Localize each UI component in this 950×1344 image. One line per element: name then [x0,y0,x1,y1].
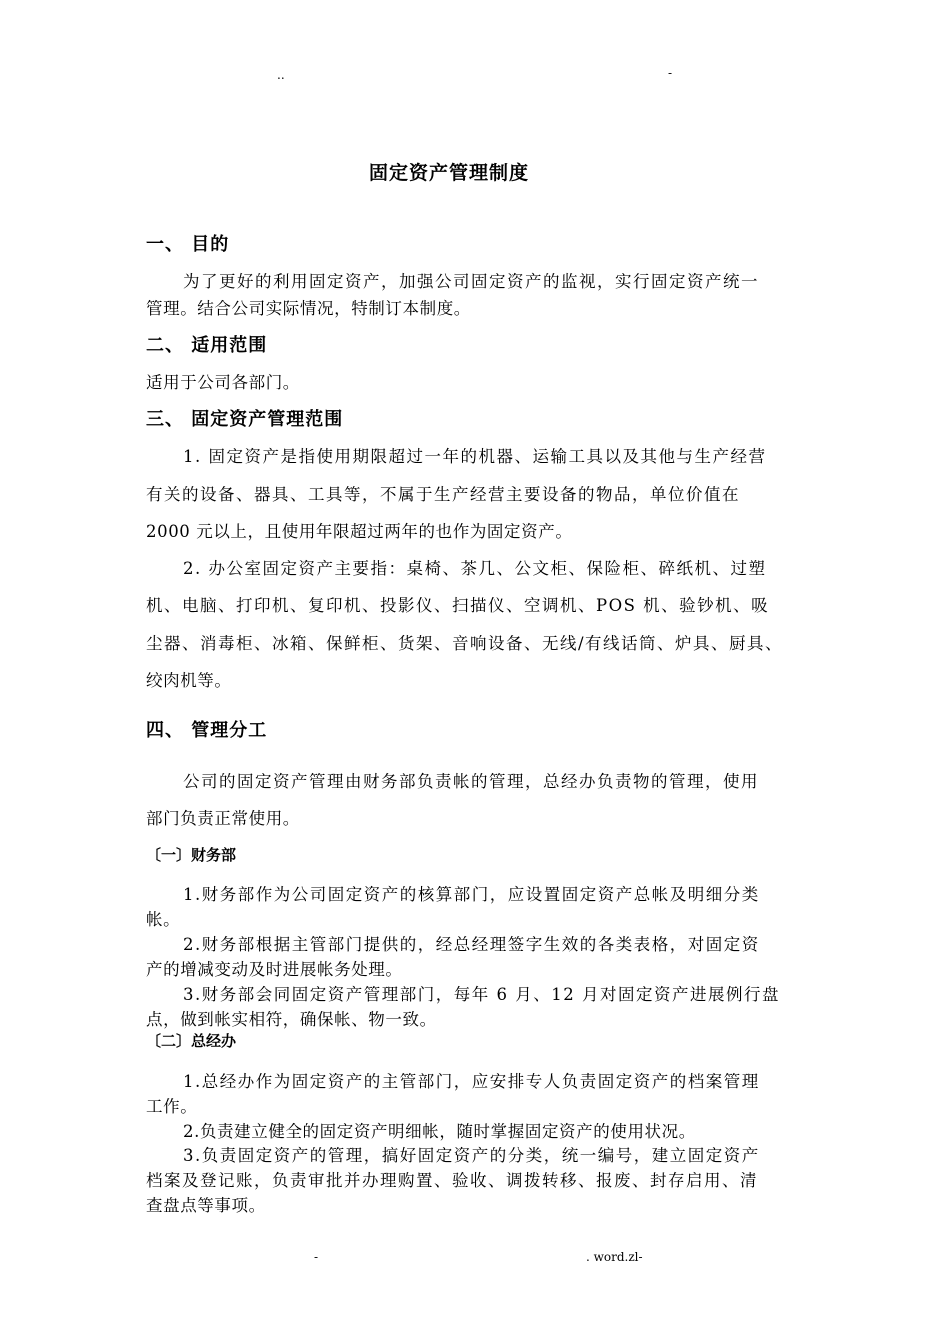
paragraph-line: 1. 固定资产是指使用期限超过一年的机器、运输工具以及其他与生产经营 [183,447,767,466]
paragraph-line: 查盘点等事项。 [146,1196,266,1215]
paragraph-line: 有关的设备、器具、工具等，不属于生产经营主要设备的物品，单位价值在 [146,485,740,504]
paragraph-line: 部门负责正常使用。 [146,809,300,828]
section-heading-scope: 二、 适用范围 [146,335,268,356]
section-heading-responsibility: 四、 管理分工 [146,720,268,741]
header-right-mark: - [668,66,673,80]
paragraph-line: 尘器、消毒柜、冰箱、保鲜柜、货架、音响设备、无线/有线话筒、炉具、厨具、 [146,634,784,653]
paragraph-line: 2000 元以上，且使用年限超过两年的也作为固定资产。 [146,522,573,541]
footer-right-mark: . word.zl- [586,1250,643,1264]
subsection-heading-finance: 〔一〕财务部 [146,846,237,864]
document-title: 固定资产管理制度 [369,162,530,184]
paragraph-line: 档案及登记账，负责审批并办理购置、验收、调拨转移、报废、封存启用、清 [146,1171,758,1190]
paragraph-line: 公司的固定资产管理由财务部负责帐的管理，总经办负责物的管理，使用 [183,772,759,791]
paragraph-line: 工作。 [146,1097,198,1116]
section-heading-purpose: 一、 目的 [146,234,230,255]
paragraph-line: 1.总经办作为固定资产的主管部门，应安排专人负责固定资产的档案管理 [183,1072,760,1091]
paragraph-line: 3.负责固定资产的管理，搞好固定资产的分类，统一编号，建立固定资产 [183,1146,760,1165]
header-left-mark: .. [277,68,285,82]
paragraph-line: 为了更好的利用固定资产，加强公司固定资产的监视，实行固定资产统一 [183,272,759,291]
paragraph-line: 管理。结合公司实际情况，特制订本制度。 [146,299,471,318]
paragraph-line: 适用于公司各部门。 [146,373,300,392]
paragraph-line: 帐。 [146,910,181,929]
paragraph-line: 绞肉机等。 [146,671,232,690]
paragraph-line: 1.财务部作为公司固定资产的核算部门，应设置固定资产总帐及明细分类 [183,885,760,904]
paragraph-line: 3.财务部会同固定资产管理部门，每年 6 月、12 月对固定资产进展例行盘 [183,985,780,1004]
footer-left-mark: - [314,1250,319,1264]
paragraph-line: 2.财务部根据主管部门提供的，经总经理签字生效的各类表格，对固定资 [183,935,760,954]
paragraph-line: 点，做到帐实相符，确保帐、物一致。 [146,1010,437,1029]
paragraph-line: 机、电脑、打印机、复印机、投影仪、扫描仪、空调机、POS 机、验钞机、吸 [146,596,770,615]
section-heading-asset-range: 三、 固定资产管理范围 [146,409,344,430]
paragraph-line: 产的增减变动及时进展帐务处理。 [146,960,403,979]
paragraph-line: 2.负责建立健全的固定资产明细帐，随时掌握固定资产的使用状况。 [183,1122,696,1141]
subsection-heading-general-office: 〔二〕总经办 [146,1032,237,1050]
paragraph-line: 2. 办公室固定资产主要指：桌椅、茶几、公文柜、保险柜、碎纸机、过塑 [183,559,767,578]
